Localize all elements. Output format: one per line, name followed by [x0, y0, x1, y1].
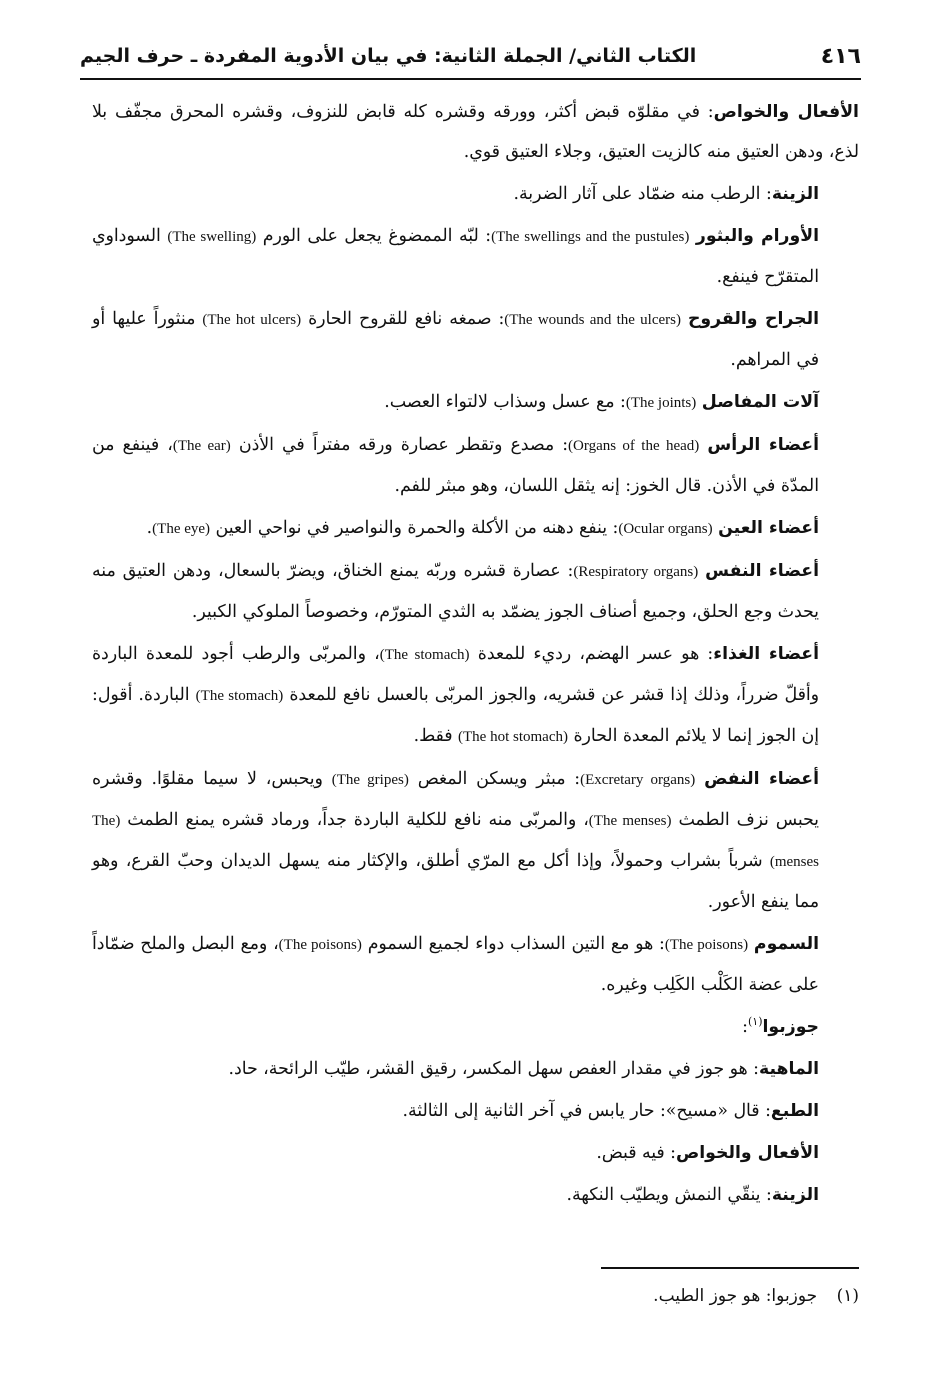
entry-label: الزينة [771, 184, 819, 204]
entry-label: الأفعال والخواص [713, 102, 859, 122]
paragraph-cosmetics-2 [92, 1175, 859, 1215]
english-gloss: (Excretary organs) [580, 772, 696, 788]
entry-label: الماهية [758, 1059, 819, 1079]
entry-label: السموم [753, 934, 819, 954]
english-gloss: (The ear) [172, 438, 231, 454]
entry-text: : صمغه نافع للقروح الحارة [308, 309, 505, 329]
entry-text: ، والمربّى والرطب أجود للمعدة الباردة وأقلّ ضرراً، وذلك إذا قشر عن قشريه، والجوز المربّى بالعسل نافع للمعدة [92, 644, 820, 705]
paragraph-poisons [92, 924, 859, 1005]
english-gloss: (Ocular organs) [618, 521, 713, 537]
english-gloss: (The wounds and the ulcers) [504, 312, 681, 328]
entry-text: : عصارة قشره وربّه يمنع الخناق، ويضرّ بالسعال، ودهن العتيق منه يحدث وجع الحلق، وجميع أصناف الجوز يضمّد به الثدي المتورّم، وخصوصاً الملوكي الكبير. [92, 561, 819, 622]
entry-label: أعضاء النفض [704, 769, 820, 789]
entry-text: . [146, 518, 153, 538]
entry-label: الجراح والقروح [687, 309, 820, 329]
english-gloss: (The eye) [152, 521, 211, 537]
footnote-reference[interactable]: (١) [747, 1015, 763, 1029]
english-gloss: (Respiratory organs) [573, 564, 699, 580]
entry-text: : هو عسر الهضم، رديء للمعدة [477, 644, 714, 664]
entry-text: الباردة. أقول: إن الجوز إنما لا يلائم المعدة الحارة [92, 685, 819, 746]
entry-text: : مبثر ويسكن المغص [417, 769, 581, 789]
english-gloss: (The swellings and the pustules) [491, 229, 690, 245]
paragraph-head [92, 425, 859, 506]
paragraph-eye [92, 508, 859, 549]
entry-text: : قال «مسيح»: حار يابس في آخر الثانية إلى الثالثة. [402, 1101, 771, 1121]
entry-label: الطبع [770, 1101, 819, 1121]
heading-colon: : [742, 1017, 748, 1037]
running-header [80, 34, 861, 80]
entry-text: : في مقلوّه قبض أكثر، وورقه وقشره كله قابض للنزوف، وقشره المحرق مجفّف بلا لذع، ودهن العتيق منه كالزيت العتيق، وجلاء العتيق قوي. [92, 102, 859, 162]
entry-text: : هو جوز في مقدار العفص سهل المكسر، رقيق القشر، طيّب الرائحة، حاد. [228, 1059, 759, 1079]
page-number: ٤١٦ [820, 43, 861, 69]
english-gloss: (The gripes) [331, 772, 409, 788]
entry-text: : مع عسل وسذاب لالتواء العصب. [384, 392, 626, 412]
entry-text: ، فينفع من المدّة في الأذن. قال الخوز: إنه يثقل اللسان، وهو مبثر للفم. [92, 435, 819, 496]
entry-text: : فيه قبض. [596, 1143, 677, 1163]
entry-label: أعضاء الغذاء [713, 644, 820, 664]
entry-text: فقط. [413, 726, 453, 746]
entry-text: : ينقّي النمش ويطيّب النكهة. [566, 1185, 772, 1205]
entry-label: أعضاء الرأس [707, 435, 819, 455]
english-gloss: (The hot stomach) [458, 729, 568, 745]
english-gloss: (The menses) [588, 813, 672, 829]
section-heading: جوزبوا [762, 1017, 819, 1037]
entry-text: ، والمربّى منه نافع للكلية الباردة جداً، ورماد قشره يمنع الطمث [127, 810, 589, 830]
english-gloss: (The poisons) [664, 937, 749, 953]
entry-label: آلات المفاصل [701, 392, 819, 412]
footnote-divider [601, 1267, 859, 1269]
running-title: الكتاب الثاني/ الجملة الثانية: في بيان الأدوية المفردة ـ حرف الجيم [80, 45, 697, 67]
entry-text: ويحبس، لا سيما مقلوًا. وقشره يحبس نزف الطمث [92, 769, 819, 830]
entry-label: الزينة [771, 1185, 819, 1205]
entry-text: : الرطب منه ضمّاد على آثار الضربة. [513, 184, 772, 204]
paragraph-temperament [92, 1091, 859, 1131]
english-gloss: (The swelling) [167, 229, 257, 245]
entry-text: : ينفع دهنه من الأكلة والحمرة والنواصير في نواحي العين [215, 518, 619, 538]
paragraph-swellings [92, 216, 859, 297]
english-gloss: (Organs of the head) [568, 438, 700, 454]
entry-label: أعضاء العين [718, 518, 819, 538]
entry-label: الأورام والبثور [695, 226, 820, 246]
entry-label: أعضاء النفس [705, 561, 820, 581]
english-gloss: (The stomach) [379, 647, 470, 663]
entry-label: الأفعال والخواص [676, 1143, 819, 1163]
paragraph-digestive [92, 634, 859, 757]
footnote-text: جوزبوا: هو جوز الطيب. [653, 1286, 818, 1306]
paragraph-actions-properties-2 [92, 1133, 859, 1173]
paragraph-cosmetics [92, 174, 859, 214]
entry-text: منثوراً عليها أو في المراهم. [92, 309, 819, 370]
paragraph-actions-properties [92, 92, 859, 172]
section-heading-jawzbawa [92, 1007, 859, 1047]
paragraph-quiddity [92, 1049, 859, 1089]
paragraph-excretory [92, 759, 859, 922]
english-gloss: (The stomach) [195, 688, 284, 704]
footnote-number: (١) [836, 1286, 859, 1306]
paragraph-wounds [92, 299, 859, 380]
entry-text: : لبّه الممضوغ يجعل على الورم [262, 226, 492, 246]
english-gloss: (The hot ulcers) [202, 312, 302, 328]
main-text [92, 92, 859, 1215]
english-gloss: (The joints) [625, 395, 697, 411]
footnote [653, 1281, 859, 1311]
paragraph-joints [92, 382, 859, 423]
english-gloss: (The menses) [92, 813, 819, 870]
entry-text: شرباً بشراب وحمولاً، وإذا أكل مع المرّي أطلق، والإكثار منه يسهل الديدان وحبّ القرع، وهو مما ينفع الأعور. [92, 851, 819, 912]
entry-text: : مصدع وتقطر عصارة ورقه مفتراً في الأذن [238, 435, 569, 455]
entry-text: ، ومع البصل والملح ضمّاداً على عضة الكَلْب الكَلِب وغيره. [92, 934, 819, 995]
entry-text: السوداوي المتقرّح فينفع. [92, 226, 819, 287]
paragraph-respiratory [92, 551, 859, 632]
english-gloss: (The poisons) [278, 937, 362, 953]
entry-text: : هو مع التين السذاب دواء لجميع السموم [367, 934, 665, 954]
